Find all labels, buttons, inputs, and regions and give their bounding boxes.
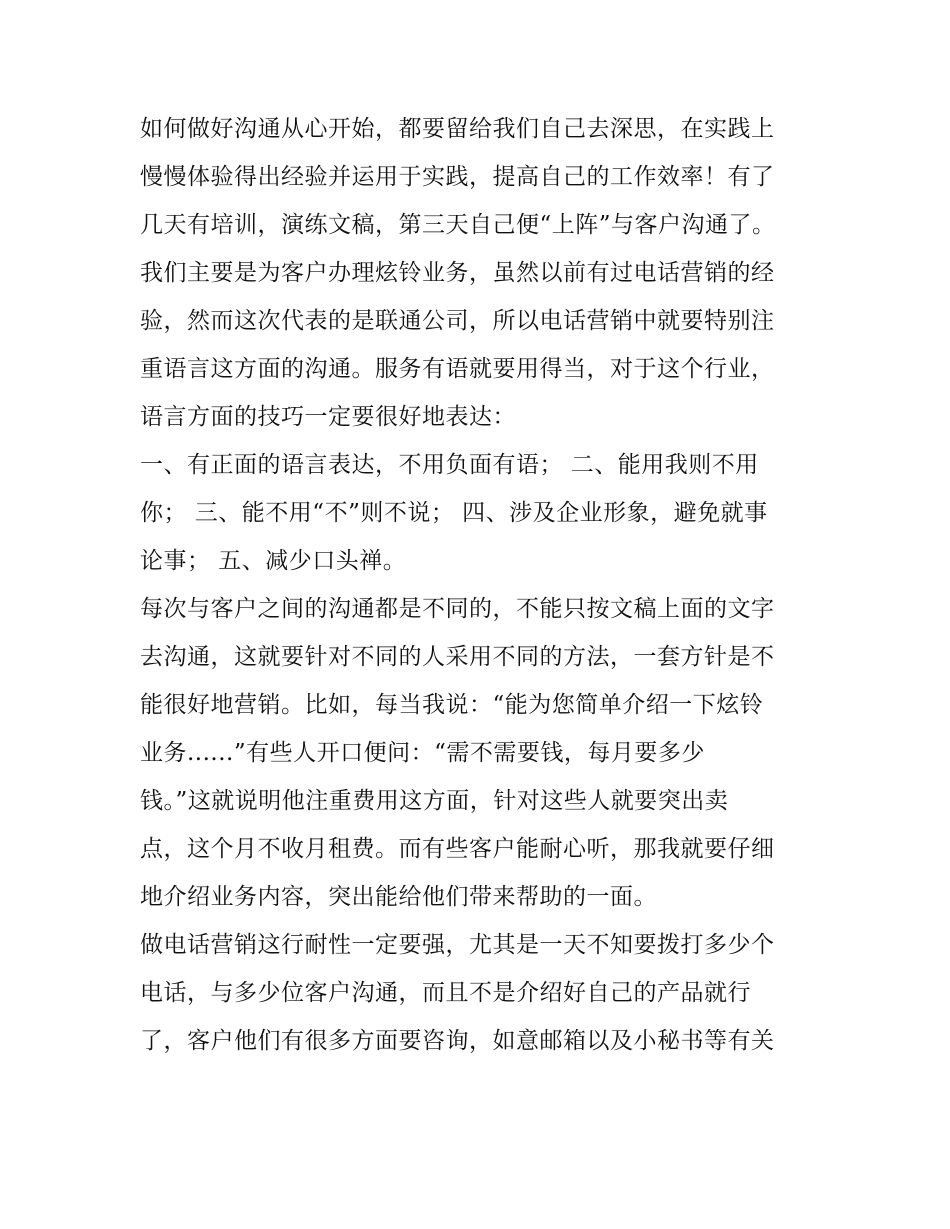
- text-line: 验，然而这次代表的是联通公司，所以电话营销中就要特别注: [140, 308, 775, 334]
- body-text: [140, 105, 830, 1065]
- text-line: 你； 三、能不用“不”则不说； 四、涉及企业形象，避免就事: [140, 500, 768, 526]
- text-line: 业务......”有些人开口便问：“需不需要钱，每月要多少: [140, 740, 705, 766]
- text-line: 能很好地营销。比如，每当我说：“能为您简单介绍一下炫铃: [140, 692, 764, 718]
- text-line: 做电话营销这行耐性一定要强，尤其是一天不知要拨打多少个: [140, 932, 775, 958]
- text-line: 语言方面的技巧一定要很好地表达：: [140, 404, 516, 430]
- text-line: 一、有正面的语言表达，不用负面有语； 二、能用我则不用: [140, 452, 759, 478]
- text-line: 电话，与多少位客户沟通，而且不是介绍好自己的产品就行: [140, 980, 751, 1006]
- text-line: 每次与客户之间的沟通都是不同的，不能只按文稿上面的文字: [140, 596, 775, 622]
- text-line: 几天有培训，演练文稿，第三天自己便“上阵”与客户沟通了。: [140, 212, 776, 238]
- text-line: 了，客户他们有很多方面要咨询，如意邮箱以及小秘书等有关: [140, 1028, 775, 1054]
- text-line: 慢慢体验得出经验并运用于实践，提高自己的工作效率！有了: [140, 164, 775, 190]
- text-line: 我们主要是为客户办理炫铃业务，虽然以前有过电话营销的经: [140, 260, 775, 286]
- text-line: 去沟通，这就要针对不同的人采用不同的方法，一套方针是不: [140, 644, 775, 670]
- text-line: 如何做好沟通从心开始，都要留给我们自己去深思，在实践上: [140, 116, 775, 142]
- text-line: 钱。”这就说明他注重费用这方面，针对这些人就要突出卖: [140, 788, 729, 814]
- text-line: 地介绍业务内容，突出能给他们带来帮助的一面。: [140, 884, 657, 910]
- text-line: 点，这个月不收月租费。而有些客户能耐心听，那我就要仔细: [140, 836, 775, 862]
- text-line: 论事； 五、减少口头禅。: [140, 548, 407, 574]
- text-line: 重语言这方面的沟通。服务有语就要用得当，对于这个行业，: [140, 356, 775, 382]
